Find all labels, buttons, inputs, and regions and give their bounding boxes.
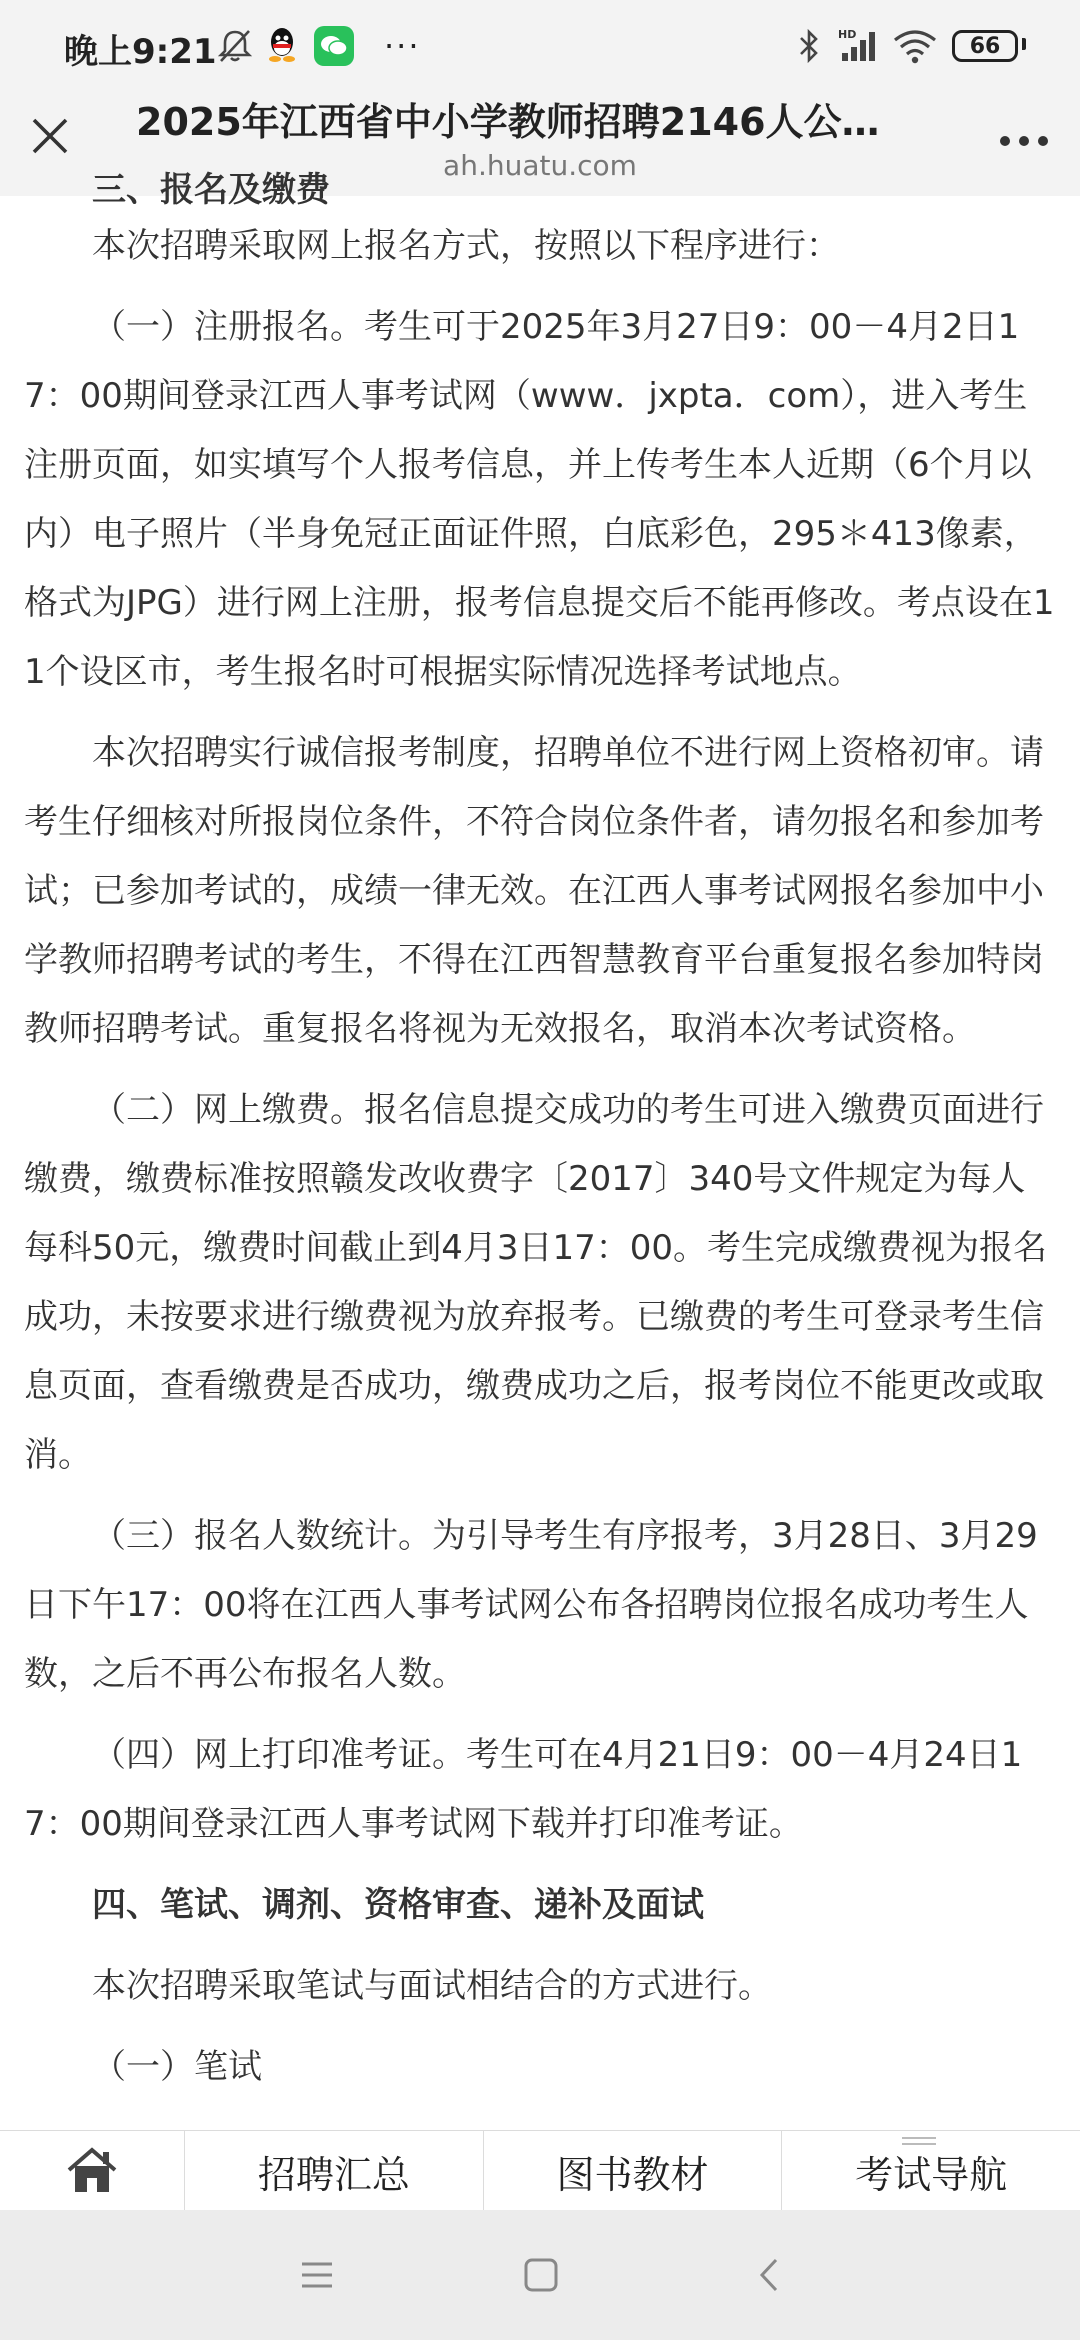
back-chevron-icon (754, 2256, 784, 2294)
more-dots-icon (999, 135, 1049, 147)
nav-recruitment-summary-label: 招聘汇总 (257, 2152, 410, 2197)
battery-icon (952, 30, 1018, 62)
paragraph-registration-intro: 本次招聘采取网上报名方式，按照以下程序进行： (92, 226, 840, 266)
mute-bell-icon (216, 24, 254, 68)
section-heading-clipped: 三、报名及缴费 (92, 170, 330, 210)
bluetooth-icon (796, 24, 822, 68)
battery-level: 66 (952, 30, 1018, 62)
cellular-signal-icon (836, 24, 880, 68)
page-url: ah.huatu.com (443, 149, 637, 182)
square-home-icon (522, 2256, 560, 2294)
bottom-nav (0, 2130, 1080, 2211)
paragraph-exam-method: 本次招聘采取笔试与面试相结合的方式进行。 (92, 1966, 772, 2006)
article-content[interactable] (24, 170, 1056, 2130)
more-notifications-icon: ··· (384, 27, 421, 65)
wechat-icon (314, 26, 354, 66)
network-hd-label: HD (838, 28, 857, 41)
nav-exam-guide-label: 考试导航 (855, 2152, 1008, 2197)
home-nav-button[interactable] (518, 2254, 564, 2296)
qq-icon (264, 24, 300, 64)
paragraph-integrity: 本次招聘实行诚信报考制度，招聘单位不进行网上资格初审。请考生仔细核对所报岗位条件，不符合岗位条件者，请勿报名和参加考试；已参加考试的，成绩一律无效。在江西人事考试网报名参加中小学教师招聘考试的考生，不得在江西智慧教育平台重复报名参加特岗教师招聘考试。重复报名将视为无效报名，取消本次考试资格。 (24, 733, 1044, 1049)
paragraph-statistics: （三）报名人数统计。为引导考生有序报考，3月28日、3月29日下午17：00将在江西人事考试网公布各招聘岗位报名成功考生人数，之后不再公布报名人数。 (24, 1516, 1038, 1694)
menu-lines-icon (902, 2137, 936, 2149)
status-bar (0, 0, 1080, 96)
back-button[interactable] (746, 2254, 792, 2296)
wifi-icon (892, 24, 938, 68)
menu-icon (299, 2259, 335, 2291)
paragraph-payment: （二）网上缴费。报名信息提交成功的考生可进入缴费页面进行缴费，缴费标准按照赣发改收费字〔2017〕340号文件规定为每人每科50元，缴费时间截止到4月3日17：00。考生完成缴费视为报名成功，未按要求进行缴费视为放弃报考。已缴费的考生可登录考生信息页面，查看缴费是否成功，缴费成功之后，报考岗位不能更改或取消。 (24, 1090, 1048, 1475)
nav-exam-guide[interactable] (782, 2131, 1080, 2211)
home-icon (65, 2146, 119, 2196)
sub-heading-written-exam: （一）笔试 (92, 2047, 262, 2087)
system-navigation-bar (0, 2210, 1080, 2340)
nav-recruitment-summary[interactable] (185, 2131, 484, 2211)
menu-button[interactable] (294, 2254, 340, 2296)
nav-books-materials-label: 图书教材 (556, 2152, 709, 2197)
home-button[interactable] (0, 2131, 185, 2211)
page-title: 2025年江西省中小学教师招聘2146人公… (136, 100, 880, 144)
status-time: 晚上9:21 (64, 32, 217, 72)
section-heading-exam: 四、笔试、调剂、资格审查、递补及面试 (92, 1885, 704, 1925)
nav-books-materials[interactable] (484, 2131, 783, 2211)
paragraph-admission-ticket: （四）网上打印准考证。考生可在4月21日9：00－4月24日17：00期间登录江西人事考试网下载并打印准考证。 (24, 1735, 1023, 1844)
paragraph-registration: （一）注册报名。考生可于2025年3月27日9：00－4月2日17：00期间登录江西人事考试网（www．jxpta．com），进入考生注册页面，如实填写个人报考信息，并上传考生本人近期（6个月以内）电子照片（半身免冠正面证件照，白底彩色，295＊413像素，格式为JPG）进行网上注册，报考信息提交后不能再修改。考点设在11个设区市，考生报名时可根据实际情况选择考试地点。 (24, 307, 1055, 692)
